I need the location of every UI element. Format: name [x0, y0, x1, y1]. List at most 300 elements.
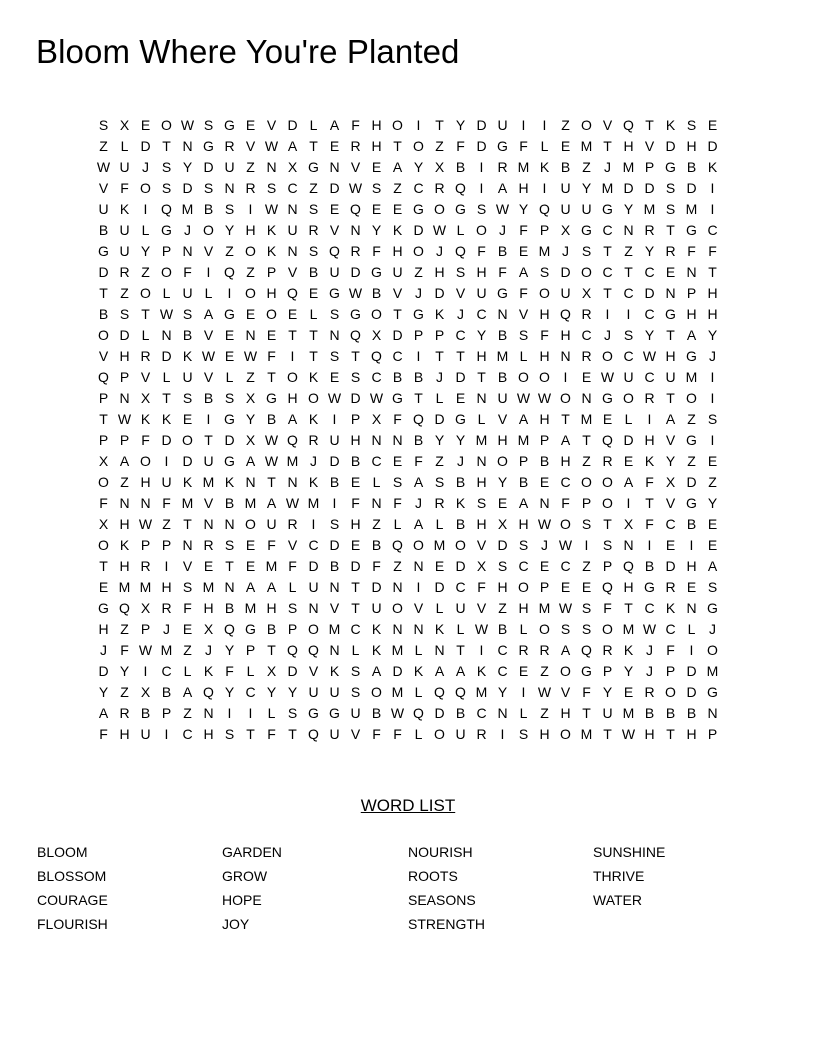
grid-letter: S	[161, 180, 172, 196]
grid-letter: Z	[561, 117, 570, 133]
grid-letter: B	[455, 705, 466, 721]
grid-letter: W	[474, 621, 489, 637]
grid-letter: I	[479, 159, 484, 175]
grid-letter: D	[350, 264, 361, 280]
grid-letter: O	[476, 222, 487, 238]
grid-letter: R	[350, 243, 361, 259]
grid-letter: U	[182, 285, 193, 301]
grid-letter: E	[497, 495, 508, 511]
grid-letter: U	[665, 369, 676, 385]
grid-letter: D	[329, 537, 340, 553]
grid-letter: O	[182, 432, 193, 448]
grid-letter: I	[206, 411, 211, 427]
grid-letter: K	[266, 222, 277, 238]
grid-letter: M	[202, 579, 215, 595]
grid-letter: C	[707, 222, 718, 238]
grid-letter: J	[100, 642, 107, 658]
grid-letter: S	[182, 306, 193, 322]
grid-letter: J	[142, 159, 149, 175]
grid-letter: V	[350, 726, 361, 742]
grid-letter: R	[497, 159, 508, 175]
grid-letter: Z	[708, 474, 717, 490]
grid-letter: M	[538, 600, 551, 616]
grid-letter: Y	[119, 663, 130, 679]
grid-letter: S	[266, 180, 277, 196]
grid-letter: A	[245, 579, 256, 595]
grid-letter: B	[266, 411, 277, 427]
grid-letter: B	[497, 327, 508, 343]
grid-letter: H	[98, 621, 109, 637]
grid-letter: B	[329, 474, 340, 490]
grid-letter: Z	[435, 138, 444, 154]
grid-letter: F	[183, 600, 192, 616]
grid-letter: J	[499, 222, 506, 238]
grid-letter: N	[686, 264, 697, 280]
grid-letter: P	[98, 390, 109, 406]
grid-letter: R	[119, 705, 130, 721]
grid-letter: L	[204, 285, 213, 301]
grid-letter: Y	[455, 117, 466, 133]
grid-letter: F	[120, 642, 129, 658]
grid-letter: U	[455, 600, 466, 616]
grid-letter: G	[224, 306, 235, 322]
grid-letter: E	[602, 411, 613, 427]
grid-letter: W	[96, 159, 111, 175]
grid-letter: H	[371, 117, 382, 133]
grid-letter: V	[560, 684, 571, 700]
grid-letter: Z	[582, 453, 591, 469]
grid-letter: G	[455, 201, 466, 217]
grid-letter: F	[561, 495, 570, 511]
grid-row	[93, 115, 723, 136]
grid-letter: O	[623, 390, 634, 406]
grid-letter: E	[623, 684, 634, 700]
grid-letter: Z	[582, 159, 591, 175]
grid-letter: A	[371, 663, 382, 679]
grid-letter: N	[182, 138, 193, 154]
grid-letter: D	[476, 117, 487, 133]
grid-letter: B	[224, 495, 235, 511]
grid-letter: I	[164, 453, 169, 469]
grid-letter: N	[413, 558, 424, 574]
grid-row	[93, 661, 723, 682]
grid-letter: B	[203, 201, 214, 217]
grid-letter: B	[371, 705, 382, 721]
grid-letter: W	[600, 369, 615, 385]
grid-letter: G	[266, 390, 277, 406]
grid-letter: D	[182, 453, 193, 469]
grid-row	[93, 472, 723, 493]
grid-letter: N	[434, 642, 445, 658]
grid-letter: Z	[540, 663, 549, 679]
grid-letter: R	[245, 180, 256, 196]
grid-letter: W	[537, 684, 552, 700]
grid-letter: H	[119, 348, 130, 364]
grid-letter: Z	[498, 600, 507, 616]
grid-letter: C	[560, 474, 571, 490]
grid-letter: R	[665, 243, 676, 259]
grid-letter: G	[392, 390, 403, 406]
grid-letter: U	[497, 117, 508, 133]
grid-letter: U	[224, 159, 235, 175]
grid-letter: Z	[120, 285, 129, 301]
grid-letter: V	[476, 600, 487, 616]
grid-letter: T	[456, 348, 465, 364]
grid-letter: L	[162, 369, 171, 385]
grid-letter: C	[644, 306, 655, 322]
grid-letter: E	[518, 243, 529, 259]
grid-letter: O	[686, 390, 697, 406]
grid-letter: D	[287, 663, 298, 679]
grid-letter: M	[706, 663, 719, 679]
grid-letter: B	[518, 474, 529, 490]
word-list-item: GROW	[222, 868, 268, 884]
grid-letter: S	[497, 558, 508, 574]
grid-letter: E	[707, 453, 718, 469]
grid-letter: D	[371, 579, 382, 595]
grid-letter: D	[413, 222, 424, 238]
grid-letter: B	[203, 390, 214, 406]
grid-letter: H	[497, 579, 508, 595]
grid-letter: T	[351, 600, 360, 616]
grid-letter: F	[393, 411, 402, 427]
grid-letter: F	[120, 180, 129, 196]
grid-letter: D	[455, 369, 466, 385]
grid-letter: G	[98, 600, 109, 616]
grid-letter: D	[350, 558, 361, 574]
grid-letter: L	[414, 642, 423, 658]
grid-letter: Z	[435, 453, 444, 469]
grid-letter: B	[350, 453, 361, 469]
grid-letter: T	[288, 327, 297, 343]
grid-letter: N	[623, 222, 634, 238]
grid-letter: G	[455, 411, 466, 427]
grid-letter: D	[329, 453, 340, 469]
grid-letter: S	[581, 621, 592, 637]
grid-letter: V	[182, 558, 193, 574]
grid-letter: K	[392, 222, 403, 238]
grid-letter: I	[500, 726, 505, 742]
grid-letter: M	[181, 201, 194, 217]
grid-letter: V	[203, 369, 214, 385]
grid-letter: Y	[455, 432, 466, 448]
grid-letter: B	[644, 558, 655, 574]
grid-letter: K	[308, 369, 319, 385]
grid-letter: W	[264, 138, 279, 154]
grid-letter: B	[686, 516, 697, 532]
grid-letter: M	[517, 159, 530, 175]
grid-letter: S	[518, 327, 529, 343]
grid-letter: S	[665, 180, 676, 196]
grid-letter: J	[646, 642, 653, 658]
grid-letter: R	[644, 390, 655, 406]
grid-letter: M	[118, 579, 131, 595]
grid-letter: S	[203, 117, 214, 133]
grid-letter: E	[245, 537, 256, 553]
grid-letter: P	[518, 453, 529, 469]
grid-letter: J	[436, 369, 443, 385]
grid-letter: Y	[182, 159, 193, 175]
grid-letter: K	[455, 495, 466, 511]
grid-letter: Z	[120, 474, 129, 490]
grid-letter: L	[225, 369, 234, 385]
grid-letter: E	[581, 369, 592, 385]
grid-letter: T	[435, 348, 444, 364]
grid-letter: Y	[623, 201, 634, 217]
grid-letter: S	[182, 579, 193, 595]
grid-letter: L	[309, 306, 318, 322]
grid-letter: G	[224, 117, 235, 133]
grid-letter: D	[497, 537, 508, 553]
grid-letter: R	[140, 558, 151, 574]
grid-letter: Q	[329, 243, 340, 259]
grid-letter: S	[287, 600, 298, 616]
grid-letter: B	[161, 684, 172, 700]
grid-letter: I	[332, 495, 337, 511]
grid-letter: J	[457, 453, 464, 469]
grid-letter: M	[517, 432, 530, 448]
grid-letter: E	[455, 390, 466, 406]
grid-letter: Q	[287, 432, 298, 448]
grid-letter: O	[497, 453, 508, 469]
grid-letter: B	[392, 369, 403, 385]
grid-letter: N	[665, 285, 676, 301]
grid-letter: W	[264, 432, 279, 448]
grid-letter: G	[686, 432, 697, 448]
grid-letter: M	[496, 348, 509, 364]
grid-letter: F	[708, 243, 717, 259]
grid-letter: R	[119, 264, 130, 280]
grid-letter: G	[707, 600, 718, 616]
grid-letter: P	[140, 621, 151, 637]
grid-letter: H	[476, 474, 487, 490]
grid-letter: B	[497, 243, 508, 259]
grid-letter: X	[98, 516, 109, 532]
grid-letter: M	[433, 537, 446, 553]
grid-letter: T	[204, 432, 213, 448]
grid-letter: N	[329, 327, 340, 343]
grid-letter: U	[266, 516, 277, 532]
grid-letter: Y	[518, 201, 529, 217]
grid-letter: R	[434, 180, 445, 196]
grid-letter: N	[224, 180, 235, 196]
grid-letter: G	[707, 684, 718, 700]
grid-letter: G	[602, 390, 613, 406]
grid-letter: S	[707, 579, 718, 595]
grid-letter: C	[182, 726, 193, 742]
grid-letter: G	[581, 222, 592, 238]
grid-letter: U	[602, 705, 613, 721]
grid-letter: K	[371, 642, 382, 658]
grid-letter: E	[140, 117, 151, 133]
grid-letter: H	[497, 432, 508, 448]
grid-letter: Q	[623, 117, 634, 133]
grid-letter: H	[245, 222, 256, 238]
grid-letter: U	[119, 222, 130, 238]
grid-letter: P	[266, 264, 277, 280]
grid-letter: N	[203, 516, 214, 532]
grid-letter: T	[162, 390, 171, 406]
grid-letter: F	[267, 726, 276, 742]
grid-letter: Q	[224, 264, 235, 280]
grid-letter: Z	[246, 369, 255, 385]
grid-letter: E	[287, 306, 298, 322]
grid-letter: B	[686, 705, 697, 721]
grid-letter: K	[707, 159, 718, 175]
grid-letter: Q	[308, 642, 319, 658]
grid-letter: C	[560, 558, 571, 574]
word-list-item: WATER	[593, 892, 642, 908]
grid-letter: D	[686, 474, 697, 490]
grid-letter: H	[434, 264, 445, 280]
word-list-heading: WORD LIST	[360, 796, 456, 815]
grid-letter: B	[413, 432, 424, 448]
grid-letter: R	[665, 579, 676, 595]
grid-letter: O	[266, 306, 277, 322]
grid-letter: Y	[602, 684, 613, 700]
grid-letter: V	[497, 411, 508, 427]
grid-letter: H	[119, 558, 130, 574]
grid-letter: K	[329, 663, 340, 679]
grid-letter: R	[602, 642, 613, 658]
grid-letter: C	[497, 663, 508, 679]
grid-letter: M	[622, 705, 635, 721]
grid-letter: K	[224, 474, 235, 490]
grid-letter: W	[621, 726, 636, 742]
grid-letter: D	[623, 432, 634, 448]
grid-letter: E	[560, 138, 571, 154]
grid-letter: E	[182, 621, 193, 637]
grid-letter: J	[646, 663, 653, 679]
grid-letter: W	[264, 453, 279, 469]
grid-letter: Y	[224, 684, 235, 700]
grid-letter: A	[266, 579, 277, 595]
grid-letter: G	[329, 705, 340, 721]
grid-letter: P	[350, 411, 361, 427]
grid-letter: W	[285, 495, 300, 511]
grid-letter: F	[267, 537, 276, 553]
grid-letter: F	[393, 726, 402, 742]
grid-letter: N	[140, 495, 151, 511]
grid-letter: O	[140, 453, 151, 469]
grid-letter: J	[310, 453, 317, 469]
grid-letter: S	[182, 390, 193, 406]
grid-letter: A	[413, 474, 424, 490]
grid-letter: U	[182, 369, 193, 385]
grid-letter: F	[582, 684, 591, 700]
grid-letter: L	[288, 579, 297, 595]
grid-letter: D	[686, 684, 697, 700]
grid-letter: Q	[413, 705, 424, 721]
grid-letter: O	[308, 621, 319, 637]
grid-letter: I	[689, 537, 694, 553]
grid-letter: X	[623, 516, 634, 532]
grid-letter: T	[666, 390, 675, 406]
grid-letter: U	[329, 264, 340, 280]
grid-letter: S	[665, 201, 676, 217]
grid-letter: T	[561, 411, 570, 427]
grid-letter: H	[266, 600, 277, 616]
grid-letter: M	[265, 558, 278, 574]
grid-letter: Y	[644, 243, 655, 259]
grid-letter: F	[519, 222, 528, 238]
grid-letter: B	[140, 705, 151, 721]
grid-letter: F	[351, 495, 360, 511]
grid-letter: W	[159, 306, 174, 322]
grid-letter: D	[161, 432, 172, 448]
grid-letter: N	[707, 705, 718, 721]
grid-letter: T	[393, 306, 402, 322]
grid-letter: E	[665, 537, 676, 553]
grid-letter: U	[560, 201, 571, 217]
grid-letter: U	[497, 390, 508, 406]
grid-letter: G	[161, 222, 172, 238]
grid-letter: I	[647, 537, 652, 553]
grid-letter: W	[348, 285, 363, 301]
grid-letter: C	[455, 327, 466, 343]
grid-letter: T	[183, 516, 192, 532]
grid-letter: M	[601, 180, 614, 196]
grid-letter: O	[245, 516, 256, 532]
grid-letter: V	[245, 138, 256, 154]
grid-letter: D	[707, 138, 718, 154]
grid-letter: O	[392, 600, 403, 616]
grid-letter: W	[495, 201, 510, 217]
grid-letter: E	[224, 348, 235, 364]
grid-letter: K	[308, 411, 319, 427]
grid-letter: H	[119, 516, 130, 532]
grid-letter: I	[479, 180, 484, 196]
grid-letter: D	[329, 180, 340, 196]
grid-letter: L	[183, 663, 192, 679]
grid-letter: K	[203, 663, 214, 679]
grid-letter: B	[266, 621, 277, 637]
grid-letter: U	[329, 684, 340, 700]
grid-letter: Q	[434, 684, 445, 700]
grid-letter: O	[455, 537, 466, 553]
grid-letter: G	[581, 663, 592, 679]
grid-letter: N	[224, 516, 235, 532]
grid-letter: G	[308, 705, 319, 721]
grid-letter: Q	[287, 285, 298, 301]
grid-letter: X	[371, 327, 382, 343]
grid-letter: S	[476, 495, 487, 511]
grid-letter: A	[182, 684, 193, 700]
page-title: Bloom Where You're Planted	[36, 33, 460, 70]
grid-letter: M	[139, 579, 152, 595]
grid-letter: O	[602, 621, 613, 637]
grid-letter: A	[623, 474, 634, 490]
grid-letter: N	[329, 579, 340, 595]
grid-letter: I	[332, 411, 337, 427]
grid-letter: D	[308, 558, 319, 574]
grid-letter: N	[287, 474, 298, 490]
grid-letter: U	[119, 159, 130, 175]
grid-letter: X	[371, 411, 382, 427]
grid-letter: G	[203, 138, 214, 154]
grid-letter: L	[267, 705, 276, 721]
grid-letter: F	[99, 726, 108, 742]
grid-letter: N	[392, 432, 403, 448]
grid-letter: J	[709, 621, 716, 637]
grid-letter: V	[98, 348, 109, 364]
grid-letter: E	[392, 201, 403, 217]
grid-letter: Y	[707, 327, 718, 343]
grid-letter: S	[539, 264, 550, 280]
grid-letter: W	[138, 516, 153, 532]
grid-letter: Q	[98, 369, 109, 385]
grid-letter: G	[350, 306, 361, 322]
